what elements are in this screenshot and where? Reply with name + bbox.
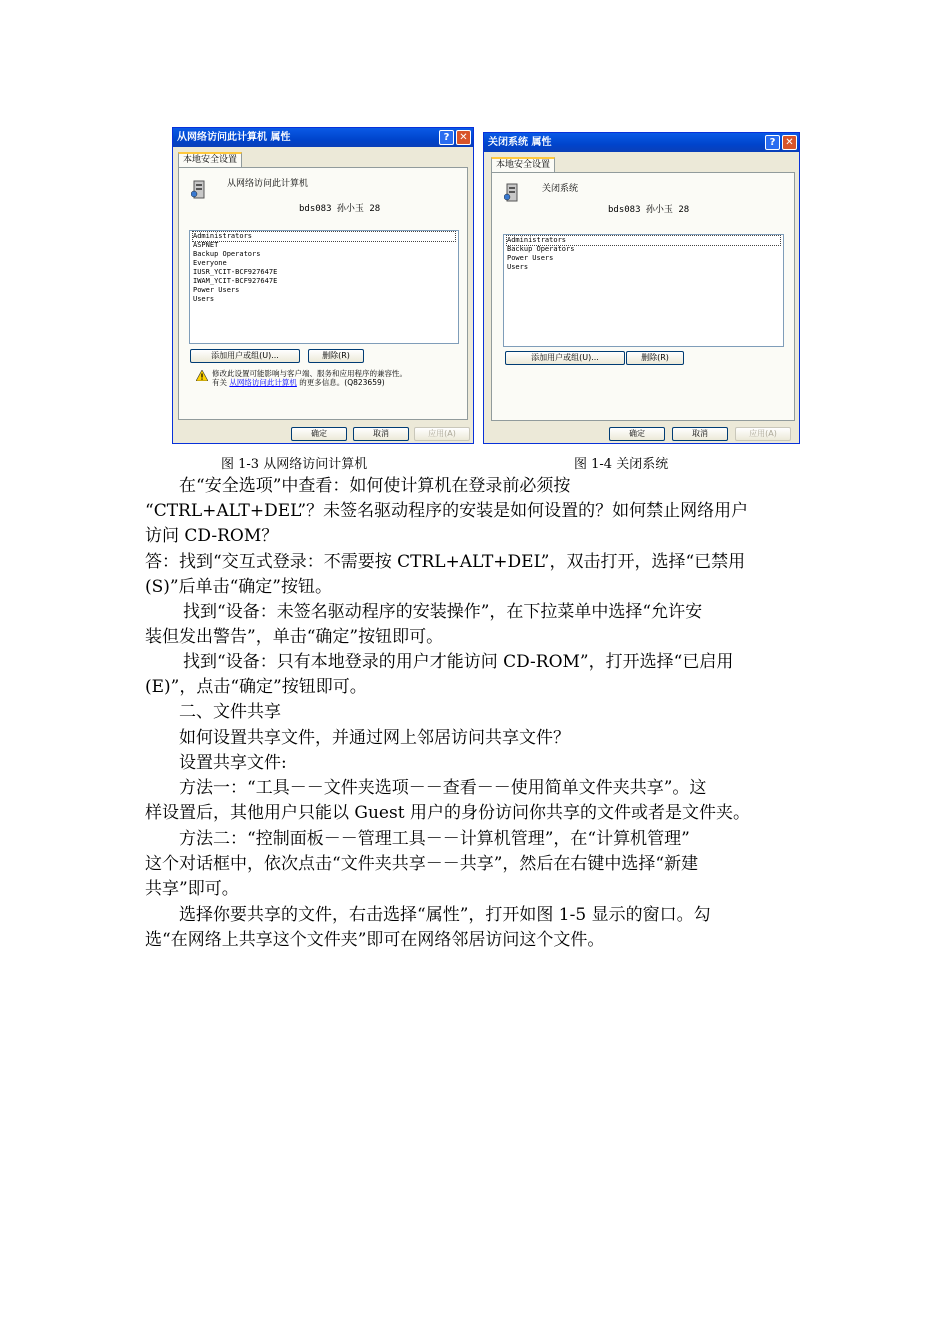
close-icon[interactable]: ✕: [782, 135, 797, 150]
paragraph-line: 在“安全选项”中查看：如何使计算机在登录前必须按: [179, 476, 571, 496]
paragraph-line: 找到“设备：只有本地登录的用户才能访问 CD-ROM”，打开选择“已启用: [183, 652, 734, 672]
user-label: bds083 孙小玉 28: [299, 204, 381, 214]
paragraph-line: 方法二：“控制面板－－管理工具－－计算机管理”，在“计算机管理”: [179, 829, 690, 849]
dialog-title: 关闭系统 属性: [488, 137, 552, 148]
list-item[interactable]: IUSR_YCIT-BCF927647E: [193, 268, 278, 276]
paragraph-line: 样设置后，其他用户只能以 Guest 用户的身份访问你共享的文件或者是文件夹。: [145, 803, 750, 823]
user-group-list[interactable]: [189, 230, 459, 344]
apply-button[interactable]: 应用(A): [735, 427, 791, 441]
help-icon[interactable]: ?: [765, 135, 780, 150]
dialog-network-access: [172, 127, 474, 444]
list-item[interactable]: Users: [193, 295, 215, 303]
paragraph-line: 选“在网络上共享这个文件夹”即可在网络邻居访问这个文件。: [145, 930, 605, 950]
figure-caption-1-3: 图 1-3 从网络访问计算机: [221, 457, 368, 472]
policy-server-icon: [504, 183, 520, 203]
warning-suffix: 的更多信息。(Q823659): [299, 378, 385, 387]
figure-caption-1-4: 图 1-4 关闭系统: [574, 457, 669, 472]
list-item[interactable]: Administrators: [193, 232, 455, 241]
paragraph-line: “CTRL+ALT+DEL”？未签名驱动程序的安装是如何设置的？如何禁止网络用户: [145, 501, 749, 521]
ok-button[interactable]: 确定: [291, 427, 347, 441]
user-label: bds083 孙小玉 28: [608, 205, 690, 215]
ok-button[interactable]: 确定: [609, 427, 665, 441]
add-user-button[interactable]: 添加用户或组(U)...: [190, 349, 300, 363]
warning-line2: [212, 378, 407, 387]
dialog-title: 从网络访问此计算机 属性: [177, 132, 291, 143]
dialog-title-bar: [484, 133, 799, 152]
list-item[interactable]: Power Users: [193, 286, 240, 294]
tab-local-security-setting[interactable]: 本地安全设置: [491, 157, 555, 173]
apply-button[interactable]: 应用(A): [414, 427, 470, 441]
policy-name: 从网络访问此计算机: [227, 179, 309, 189]
dialog-shutdown-system: [483, 132, 800, 444]
list-item[interactable]: Power Users: [507, 254, 554, 262]
paragraph-line: 答：找到“交互式登录：不需要按 CTRL+ALT+DEL”，双击打开，选择“已禁用: [145, 552, 746, 572]
warning-icon: [196, 370, 208, 381]
paragraph-line: 如何设置共享文件，并通过网上邻居访问共享文件？: [179, 728, 570, 748]
help-icon[interactable]: ?: [439, 130, 454, 145]
list-item[interactable]: Users: [507, 263, 529, 271]
list-item[interactable]: Backup Operators: [507, 245, 575, 253]
remove-button[interactable]: 删除(R): [308, 349, 364, 363]
warning-prefix: 有关: [212, 378, 227, 387]
list-item[interactable]: ASPNET: [193, 241, 219, 249]
tab-panel: [178, 167, 468, 420]
section-heading: 二、文件共享: [179, 702, 281, 722]
tab-local-security-setting[interactable]: 本地安全设置: [178, 152, 242, 168]
paragraph-line: 这个对话框中，依次点击“文件夹共享－－共享”，然后在右键中选择“新建: [145, 854, 699, 874]
cancel-button[interactable]: 取消: [672, 427, 728, 441]
policy-server-icon: [191, 180, 207, 200]
list-item[interactable]: Backup Operators: [193, 250, 261, 258]
paragraph-line: 共享”即可。: [145, 879, 239, 899]
dialog-title-bar: [173, 128, 473, 147]
close-icon[interactable]: ✕: [456, 130, 471, 145]
policy-name: 关闭系统: [542, 184, 579, 194]
add-user-button[interactable]: 添加用户或组(U)...: [505, 351, 625, 365]
paragraph-line: (E)”，点击“确定”按钮即可。: [145, 677, 367, 697]
list-item[interactable]: Everyone: [193, 259, 227, 267]
user-group-list[interactable]: [503, 234, 784, 347]
list-item[interactable]: Administrators: [507, 236, 780, 245]
paragraph-line: 设置共享文件:: [179, 753, 287, 773]
warning-line1: 修改此设置可能影响与客户端、服务和应用程序的兼容性。: [212, 369, 407, 378]
paragraph-line: 选择你要共享的文件，右击选择“属性”，打开如图 1-5 显示的窗口。勾: [179, 905, 711, 925]
tab-panel: [491, 172, 795, 421]
paragraph-line: (S)”后单击“确定”按钮。: [145, 577, 332, 597]
list-item[interactable]: IWAM_YCIT-BCF927647E: [193, 277, 278, 285]
warning-link[interactable]: 从网络访问此计算机: [229, 378, 297, 387]
paragraph-line: 访问 CD-ROM？: [145, 526, 279, 546]
paragraph-line: 方法一：“工具－－文件夹选项－－查看－－使用简单文件夹共享”。这: [179, 778, 707, 798]
remove-button[interactable]: 删除(R): [626, 351, 684, 365]
paragraph-line: 装但发出警告”，单击“确定”按钮即可。: [145, 627, 444, 647]
cancel-button[interactable]: 取消: [353, 427, 409, 441]
paragraph-line: 找到“设备：未签名驱动程序的安装操作”，在下拉菜单中选择“允许安: [183, 602, 703, 622]
warning-text: [212, 369, 407, 387]
